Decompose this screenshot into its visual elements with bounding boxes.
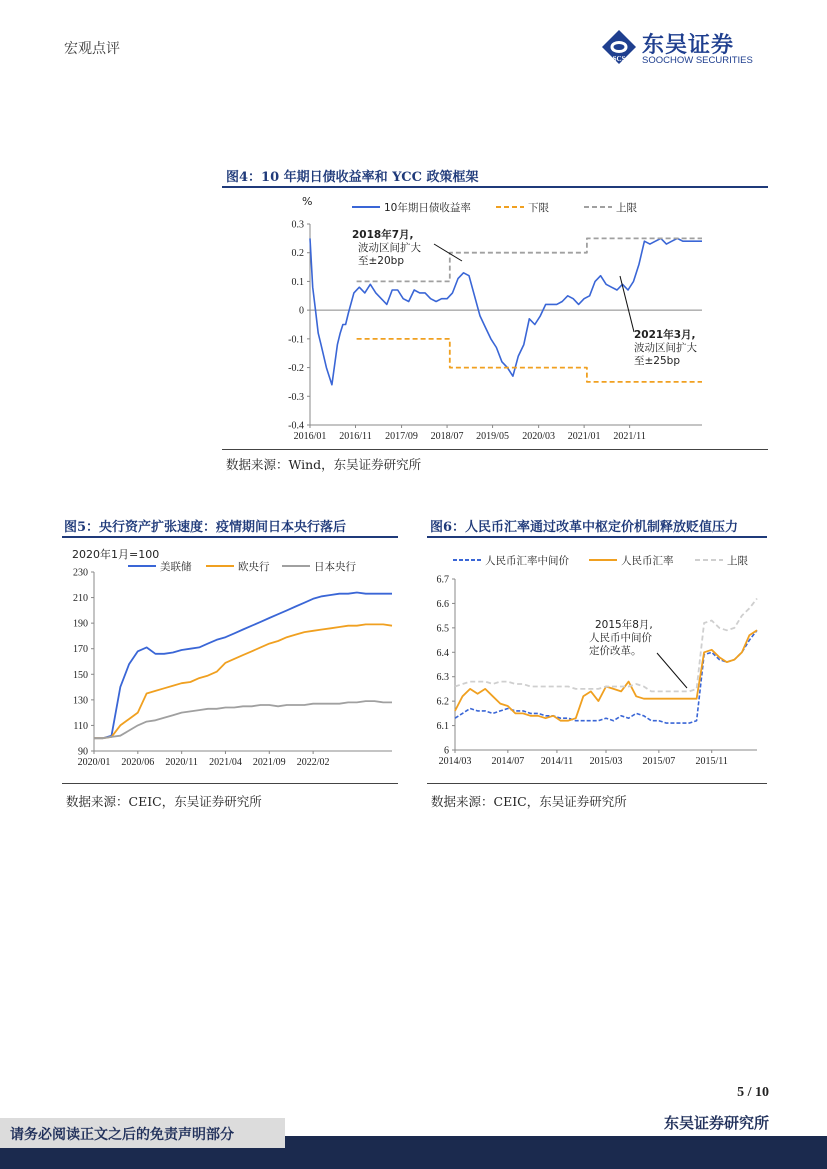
figure4-source: 数据来源：Wind，东吴证券研究所	[226, 457, 422, 472]
series-line-2	[94, 624, 392, 738]
page-number: 5 / 10	[737, 1085, 769, 1100]
legend-entry: 人民币汇率	[621, 555, 674, 567]
logo-abbr: SCS	[612, 55, 626, 63]
y-tick-label: -0.3	[288, 391, 304, 403]
y-tick-label: 230	[73, 567, 88, 579]
series-line-1	[94, 593, 392, 739]
y-tick-label: 170	[73, 644, 88, 656]
y-tick-label: 6.3	[436, 672, 449, 684]
series-line-3	[94, 701, 392, 738]
y-tick-label: 6.1	[436, 721, 449, 733]
x-tick-label: 2021/01	[567, 431, 601, 442]
legend-entry: 上限	[616, 202, 637, 214]
x-tick-label: 2015/07	[642, 756, 676, 767]
x-tick-label: 2017/09	[385, 431, 418, 442]
figure4-bottom-rule	[222, 449, 768, 450]
figure6-bottom-rule	[427, 783, 767, 784]
y-tick-label: 6.2	[436, 696, 449, 708]
x-tick-label: 2016/01	[293, 431, 327, 442]
figure4-title: 图4：10 年期日债收益率和 YCC 政策框架	[226, 170, 479, 185]
annotation-arrow-2015	[657, 653, 687, 688]
logo-text-en: SOOCHOW SECURITIES	[642, 55, 753, 66]
legend-entry: 10年期日债收益率	[384, 202, 471, 214]
x-tick-label: 2019/05	[476, 431, 509, 442]
y-tick-label: 210	[73, 593, 88, 605]
x-tick-label: 2014/03	[438, 756, 472, 767]
x-tick-label: 2016/11	[339, 431, 372, 442]
y-tick-label: -0.2	[288, 363, 304, 375]
x-tick-label: 2015/03	[589, 756, 623, 767]
section-label: 宏观点评	[64, 41, 120, 57]
y-tick-label: 90	[78, 746, 88, 758]
y-tick-label: 190	[73, 618, 88, 630]
x-tick-label: 2020/11	[165, 757, 198, 768]
x-tick-label: 2020/01	[77, 757, 111, 768]
x-tick-label: 2020/06	[121, 757, 155, 768]
annotation-2021: 2021年3月,波动区间扩大至±25bp	[634, 329, 697, 367]
legend-entry: 下限	[528, 202, 549, 214]
legend-entry: 欧央行	[238, 561, 270, 573]
legend-entry: 美联储	[160, 561, 192, 573]
figure5-chart	[62, 538, 398, 772]
disclaimer-text[interactable]: 请务必阅读正文之后的免责声明部分	[10, 1127, 234, 1143]
x-tick-label: 2014/07	[491, 756, 525, 767]
y-tick-label: -0.1	[288, 334, 304, 346]
y-tick-label: 0	[299, 305, 304, 317]
y-tick-label: -0.4	[288, 420, 304, 432]
figure5-bottom-rule	[62, 783, 398, 784]
logo-mark-icon	[600, 28, 638, 66]
y-tick-label: 6	[444, 745, 449, 757]
legend-entry: 人民币汇率中间价	[485, 555, 569, 567]
x-tick-label: 2020/03	[522, 431, 556, 442]
y-tick-label: 110	[73, 720, 88, 732]
x-tick-label: 2021/09	[252, 757, 286, 768]
footer-org: 东吴证券研究所	[663, 1114, 769, 1132]
x-tick-label: 2021/04	[209, 757, 242, 768]
x-tick-label: 2022/02	[296, 757, 330, 768]
y-tick-label: 6.4	[436, 647, 449, 659]
figure5-title: 图5：央行资产扩张速度：疫情期间日本央行落后	[64, 520, 347, 535]
brand-logo	[600, 28, 770, 70]
x-tick-label: 2015/11	[695, 756, 728, 767]
y-tick-label: 6.6	[436, 598, 449, 610]
figure6-chart	[427, 538, 767, 772]
page-total: 10	[755, 1085, 769, 1100]
y-tick-label: 6.5	[436, 623, 449, 635]
x-tick-label: 2018/07	[430, 431, 464, 442]
legend-entry: 上限	[727, 555, 748, 567]
y-tick-label: 150	[73, 669, 88, 681]
x-tick-label: 2014/11	[540, 756, 574, 767]
y-tick-label: 0.3	[291, 219, 304, 231]
y-axis-label: %	[302, 195, 313, 208]
y-tick-label: 0.1	[291, 276, 304, 288]
figure6-source: 数据来源：CEIC，东吴证券研究所	[431, 794, 627, 809]
legend-entry: 日本央行	[314, 561, 356, 573]
y-axis-label: 2020年1月=100	[72, 548, 160, 561]
y-tick-label: 6.7	[436, 574, 449, 586]
y-tick-label: 0.2	[291, 248, 304, 260]
logo-text-cn: 东吴证券	[642, 33, 735, 58]
annotation-2015: 2015年8月,人民币中间价定价改革。	[589, 619, 653, 657]
figure4-chart	[222, 188, 768, 448]
figure6-title: 图6：人民币汇率通过改革中枢定价机制释放贬值压力	[430, 520, 739, 535]
page-current: 5	[737, 1085, 745, 1100]
figure5-source: 数据来源：CEIC，东吴证券研究所	[66, 794, 262, 809]
annotation-2018: 2018年7月,波动区间扩大至±20bp	[352, 229, 421, 267]
x-tick-label: 2021/11	[613, 431, 646, 442]
y-tick-label: 130	[73, 695, 88, 707]
